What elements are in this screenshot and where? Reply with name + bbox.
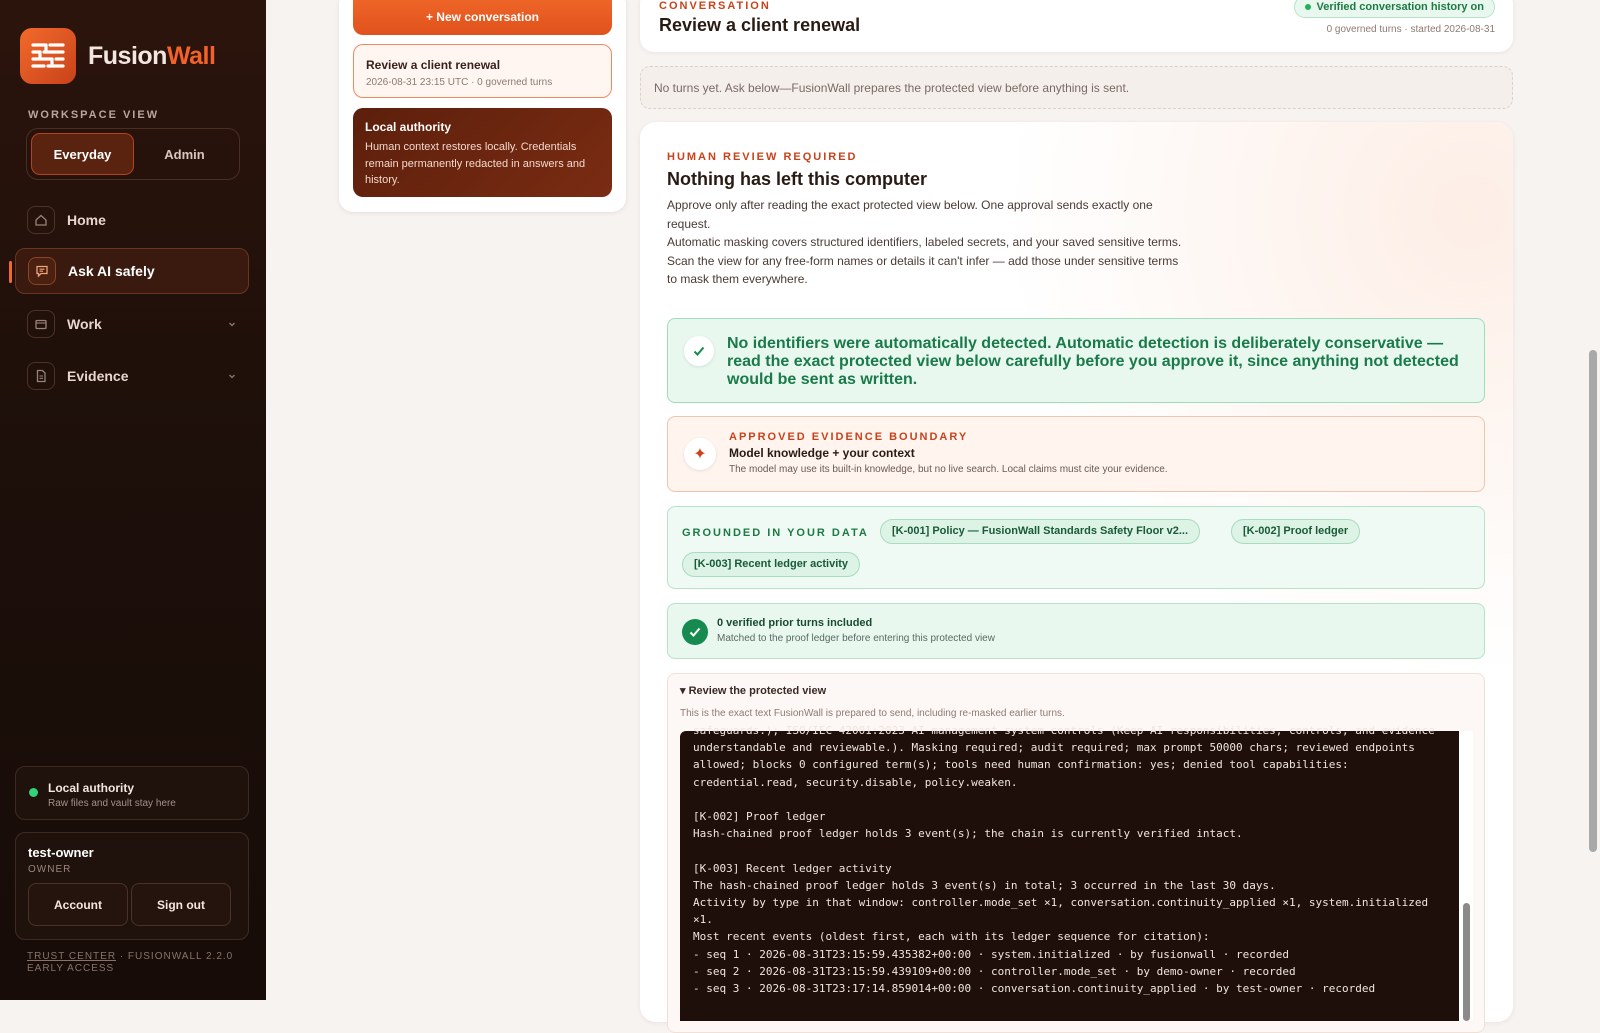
no-turns-note: No turns yet. Ask below—FusionWall prepares the protected view before anything is sent. (640, 66, 1513, 109)
human-review-panel (640, 122, 1513, 1022)
conversation-eyebrow: CONVERSATION (659, 0, 771, 12)
local-authority-card (353, 108, 612, 197)
conversation-list-panel (339, 0, 626, 212)
nav-label: Ask AI safely (68, 263, 155, 279)
sidebar (0, 0, 266, 1000)
sparkle-icon: ✦ (684, 438, 716, 470)
user-name: test-owner (28, 845, 94, 860)
conversation-title: Review a client renewal (366, 58, 501, 72)
chevron-down-icon (227, 368, 237, 386)
nav-item-home[interactable] (15, 197, 249, 243)
nav-item-work[interactable] (15, 301, 249, 347)
status-dot-icon (29, 788, 38, 797)
page-title: Review a client renewal (659, 15, 861, 35)
new-conversation-button[interactable]: + New conversation (353, 0, 612, 35)
brand-logo[interactable] (20, 28, 215, 84)
local-authority-card-body: Human context restores locally. Credentials remain permanently redacted in answers and history. (365, 141, 586, 186)
local-authority-sub: Raw files and vault stay here (48, 798, 176, 809)
chat-icon (28, 257, 56, 285)
account-button[interactable]: Account (28, 883, 128, 926)
workspace-view-toggle (26, 128, 240, 180)
nav-item-ask-ai-safely[interactable] (15, 248, 249, 294)
nav-label: Work (67, 316, 102, 332)
brand-name: FusionWall (88, 41, 216, 70)
sidebar-footer (27, 951, 247, 975)
document-icon (27, 362, 55, 390)
prior-turns-status (667, 603, 1485, 659)
review-title: Nothing has left this computer (667, 169, 928, 189)
source-chip-k003[interactable]: [K-003] Recent ledger activity (682, 552, 860, 577)
chevron-down-icon (227, 316, 237, 334)
workspace-view-label: WORKSPACE VIEW (28, 109, 160, 121)
boundary-eyebrow: APPROVED EVIDENCE BOUNDARY (729, 431, 969, 443)
source-chip-k001[interactable]: [K-001] Policy — FusionWall Standards Safety Floor v2... (880, 519, 1200, 544)
conversation-header (640, 0, 1513, 52)
local-authority-status (15, 766, 249, 820)
protected-view-text[interactable] (680, 724, 1473, 1021)
folder-icon (27, 310, 55, 338)
check-icon (684, 336, 714, 366)
local-authority-card-title: Local authority (365, 120, 452, 134)
prior-turns-sub: Matched to the proof ledger before entering this protected view (717, 633, 995, 644)
source-chip-k002[interactable]: [K-002] Proof ledger (1231, 519, 1360, 544)
verified-history-badge: Verified conversation history on (1294, 0, 1496, 18)
grounded-sources (667, 506, 1485, 589)
boundary-title: Model knowledge + your context (729, 446, 915, 460)
grounded-label: GROUNDED IN YOUR DATA (682, 527, 869, 539)
protected-view-scrollbar-thumb[interactable] (1463, 903, 1470, 1021)
review-instructions-line-2: Automatic masking covers structured identifiers, labeled secrets, and your saved sensitive terms. Scan the view for any free-form names or details it can't infer — add those under sensitive terms to mask them everywhere. (667, 235, 1182, 286)
prior-turns-title: 0 verified prior turns included (717, 617, 873, 629)
no-identifiers-notice (667, 318, 1485, 403)
active-nav-indicator (9, 261, 12, 283)
protected-view-content: safeguards.); ISO/IEC 42001:2023 AI management system controls (Keep AI responsibilities, controls, and evidence understandable and reviewable.). Masking required; audit required; max prompt 50000 chars; reviewed endpoints allowed; blocks 0 configured term(s); tools need human confirmation: yes; denied tool capabilities: credential.read, security.disable, policy.weaken. [K-002] Proof ledger Hash-chained proof ledger holds 3 event(s); the chain is currently verified intact. [K-003] Recent ledger activity The hash-chained proof ledger holds 3 event(s) in total; 3 occurred in the last 30 days. Activity by type in that window: controller.mode_set ×1, conversation.continuity_applied ×1, system.initialized ×1. Most recent events (oldest first, each with its ledger sequence for citation): - seq 1 · 2026-08-31T23:15:59.435382+00:00 · system.initialized · by fusionwall · recorded - seq 2 · 2026-08-31T23:15:59.439109+00:00 · controller.mode_set · by demo-owner · recorded - seq 3 · 2026-08-31T23:17:14.859014+00:00 · conversation.continuity_applied · by test-owner · recorded (693, 724, 1435, 996)
user-card (15, 832, 249, 940)
protected-view-section (667, 673, 1485, 1033)
user-role: OWNER (28, 864, 72, 875)
evidence-boundary (667, 416, 1485, 492)
version-text: · FUSIONWALL 2.2.0 EARLY ACCESS (27, 951, 234, 974)
protected-view-toggle[interactable]: ▾ Review the protected view (680, 685, 827, 697)
view-admin-button[interactable]: Admin (164, 146, 205, 162)
home-icon (27, 206, 55, 234)
review-instructions (667, 196, 1187, 289)
no-identifiers-message: No identifiers were automatically detected. Automatic detection is deliberately conservative — read the exact protected view below carefully before you approve it, since anything not detected would be sent as written. (727, 335, 1459, 388)
local-authority-title: Local authority (48, 781, 135, 795)
check-circle-icon (682, 619, 708, 645)
review-instructions-line-1: Approve only after reading the exact protected view below. One approval sends exactly one request. (667, 198, 1153, 231)
protected-view-sub: This is the exact text FusionWall is prepared to send, including re-masked earlier turns. (680, 708, 1065, 719)
nav-item-evidence[interactable] (15, 353, 249, 399)
conversation-meta: 2026-08-31 23:15 UTC · 0 governed turns (366, 77, 553, 88)
fusionwall-logo-icon (20, 28, 76, 84)
conversation-meta-right: 0 governed turns · started 2026-08-31 (1326, 24, 1495, 35)
boundary-sub: The model may use its built-in knowledge, but no live search. Local claims must cite your evidence. (729, 464, 1168, 475)
conversation-list-item[interactable] (353, 44, 612, 98)
view-everyday-button[interactable]: Everyday (31, 133, 134, 175)
trust-center-link[interactable]: TRUST CENTER (27, 951, 117, 962)
nav-label: Home (67, 212, 106, 228)
sign-out-button[interactable]: Sign out (131, 883, 231, 926)
page-scrollbar-thumb[interactable] (1589, 350, 1597, 852)
nav-label: Evidence (67, 368, 129, 384)
review-eyebrow: HUMAN REVIEW REQUIRED (667, 151, 858, 163)
